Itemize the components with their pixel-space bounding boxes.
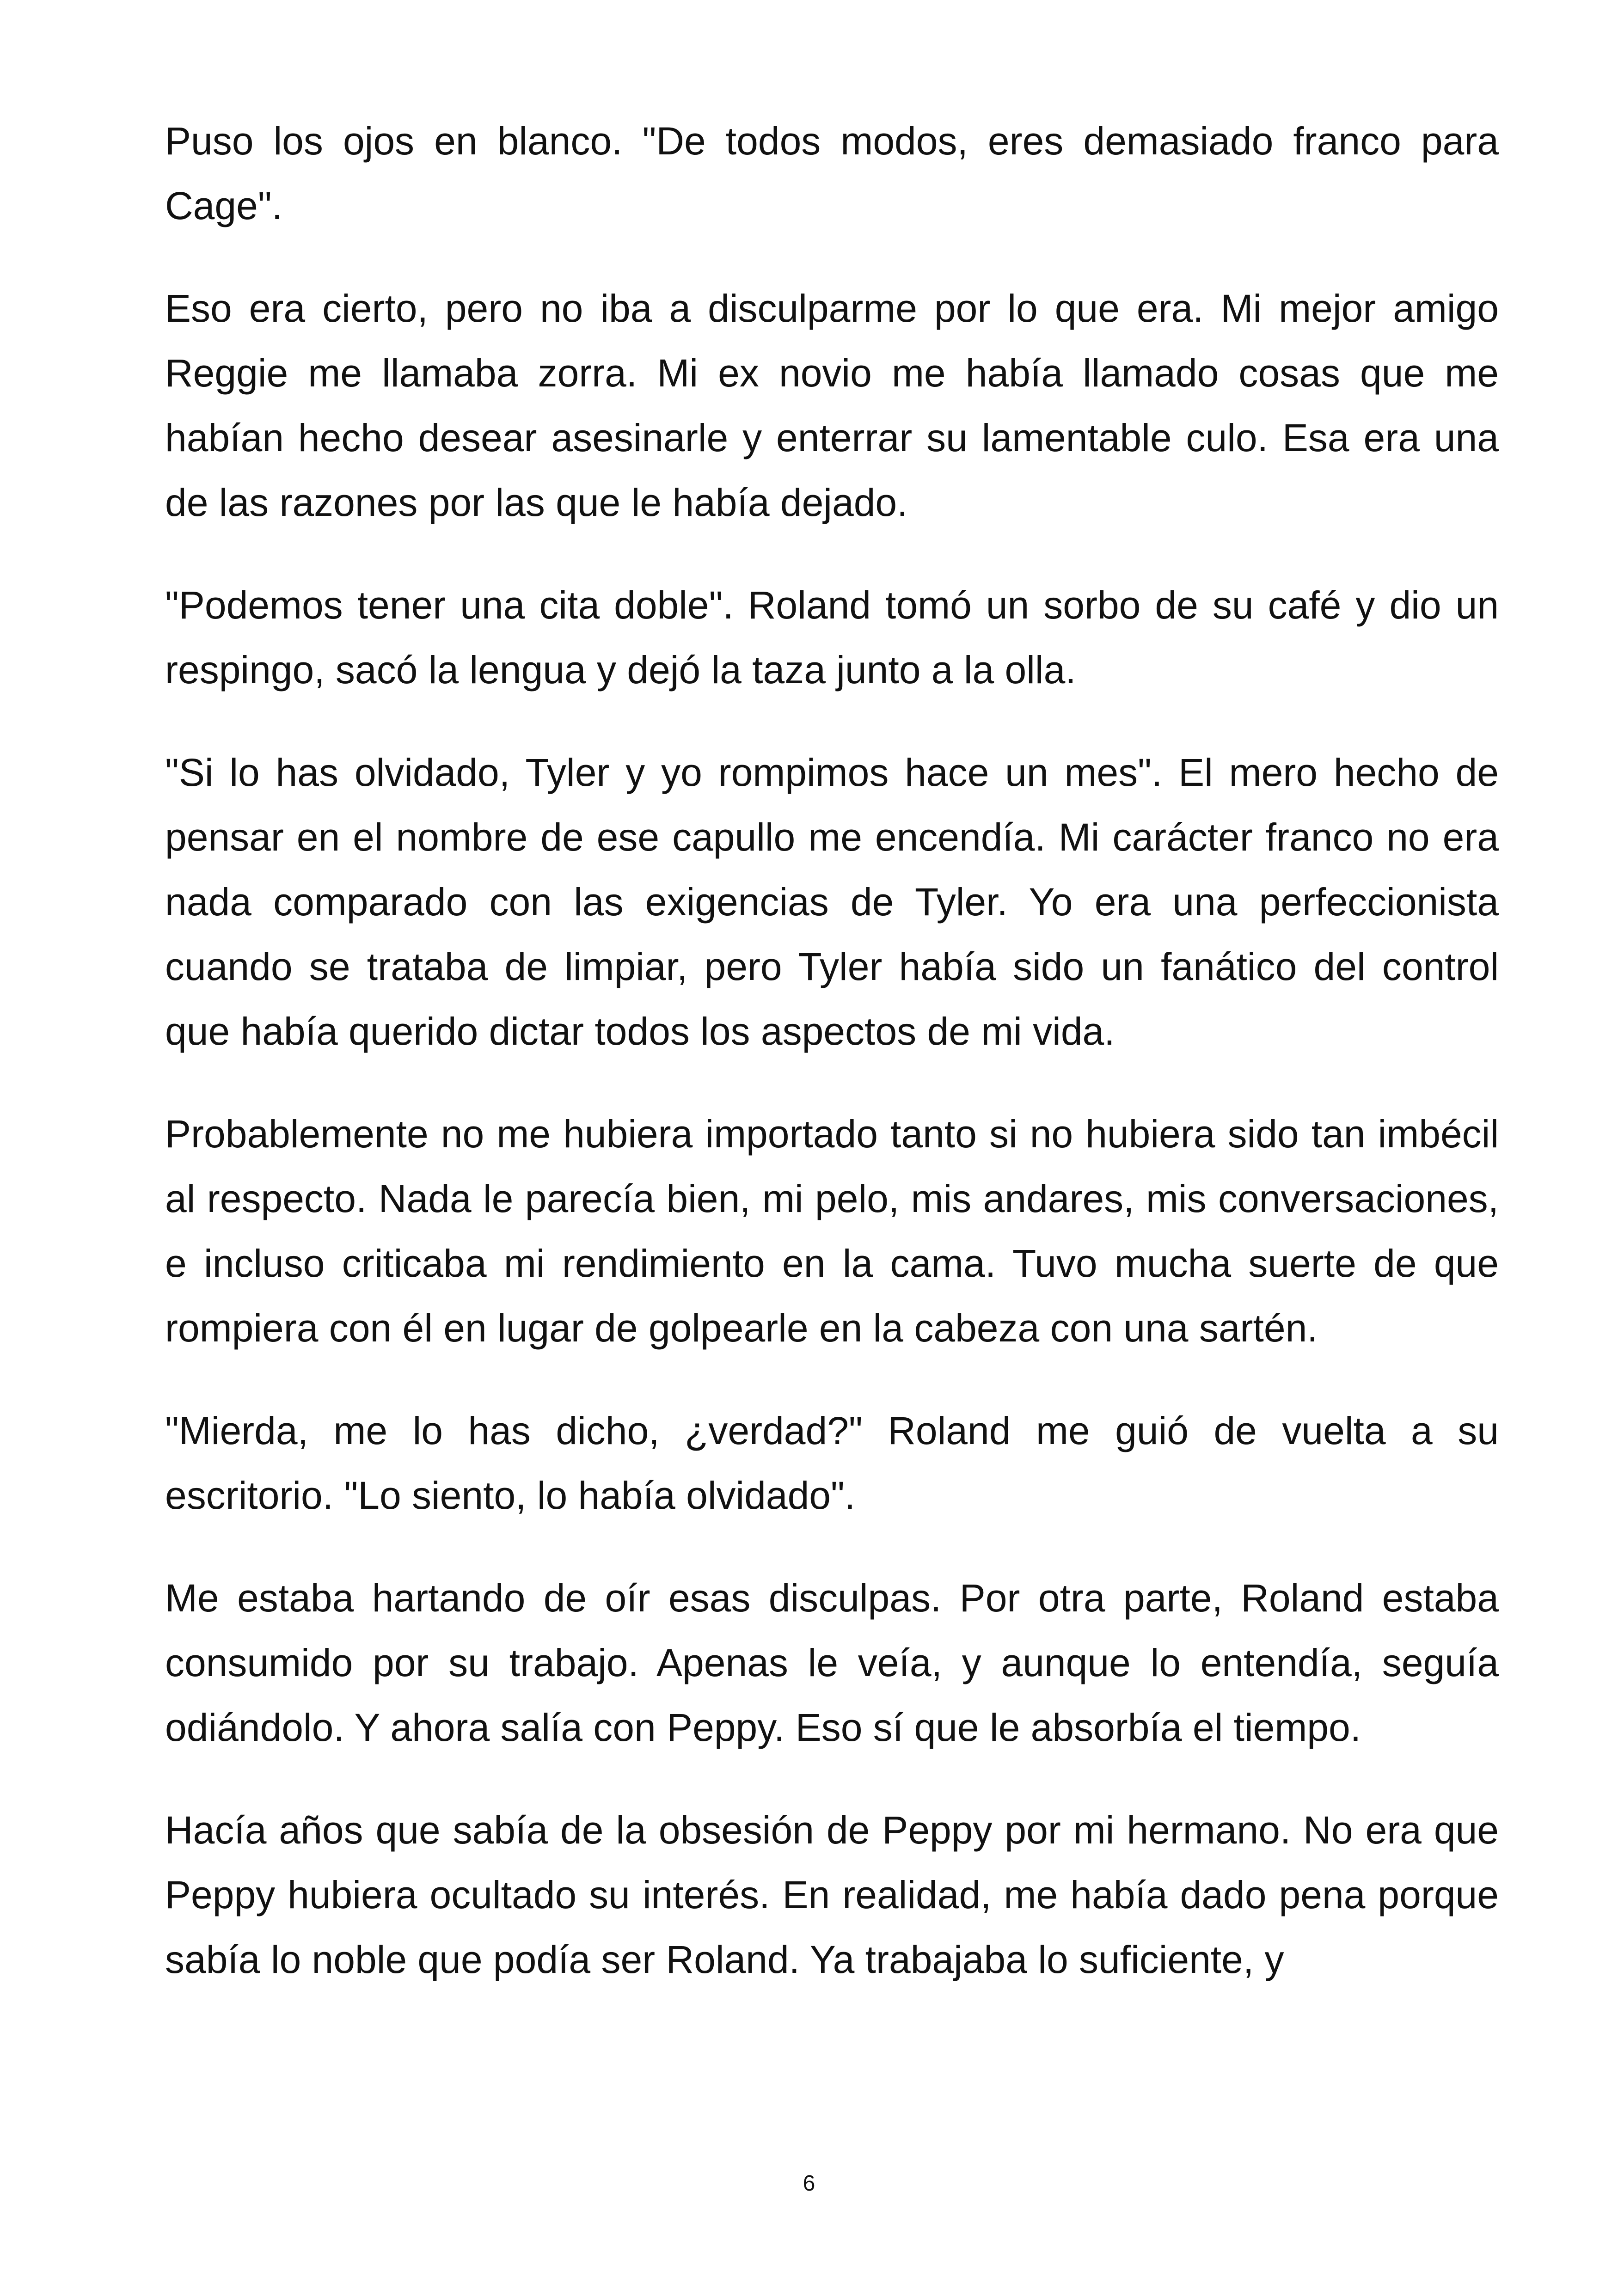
paragraph: Hacía años que sabía de la obsesión de Peppy por mi hermano. No era que Peppy hubiera ocultado su interés. En realidad, me había dado pena porque sabía lo noble que podía ser Roland. Ya trabajaba lo suficiente, y (165, 1808, 1499, 1981)
page-number: 6 (803, 2171, 815, 2196)
paragraph: "Si lo has olvidado, Tyler y yo rompimos hace un mes". El mero hecho de pensar en el nombre de ese capullo me encendía. Mi carácter franco no era nada comparado con las exigencias de Tyler. Yo era una perfeccionista cuando se trataba de limpiar, pero Tyler había sido un fanático del control que había querido dictar todos los aspectos de mi vida. (165, 751, 1499, 1053)
paragraph: "Mierda, me lo has dicho, ¿verdad?" Roland me guió de vuelta a su escritorio. "Lo siento, lo había olvidado". (165, 1409, 1499, 1517)
paragraph: "Podemos tener una cita doble". Roland tomó un sorbo de su café y dio un respingo, sacó la lengua y dejó la taza junto a la olla. (165, 583, 1499, 692)
paragraph: Puso los ojos en blanco. "De todos modos, eres demasiado franco para Cage". (165, 119, 1499, 227)
paragraph: Eso era cierto, pero no iba a disculparme por lo que era. Mi mejor amigo Reggie me llamaba zorra. Mi ex novio me había llamado cosas que me habían hecho desear asesinarle y enterrar su lamentable culo. Esa era una de las razones por las que le había dejado. (165, 287, 1499, 524)
paragraph: Probablemente no me hubiera importado tanto si no hubiera sido tan imbécil al respecto. Nada le parecía bien, mi pelo, mis andares, mis conversaciones, e incluso criticaba mi rendimiento en la cama. Tuvo mucha suerte de que rompiera con él en lugar de golpearle en la cabeza con una sartén. (165, 1112, 1499, 1350)
body-text (165, 109, 1499, 1992)
paragraph: Me estaba hartando de oír esas disculpas. Por otra parte, Roland estaba consumido por su trabajo. Apenas le veía, y aunque lo entendía, seguía odiándolo. Y ahora salía con Peppy. Eso sí que le absorbía el tiempo. (165, 1576, 1499, 1749)
